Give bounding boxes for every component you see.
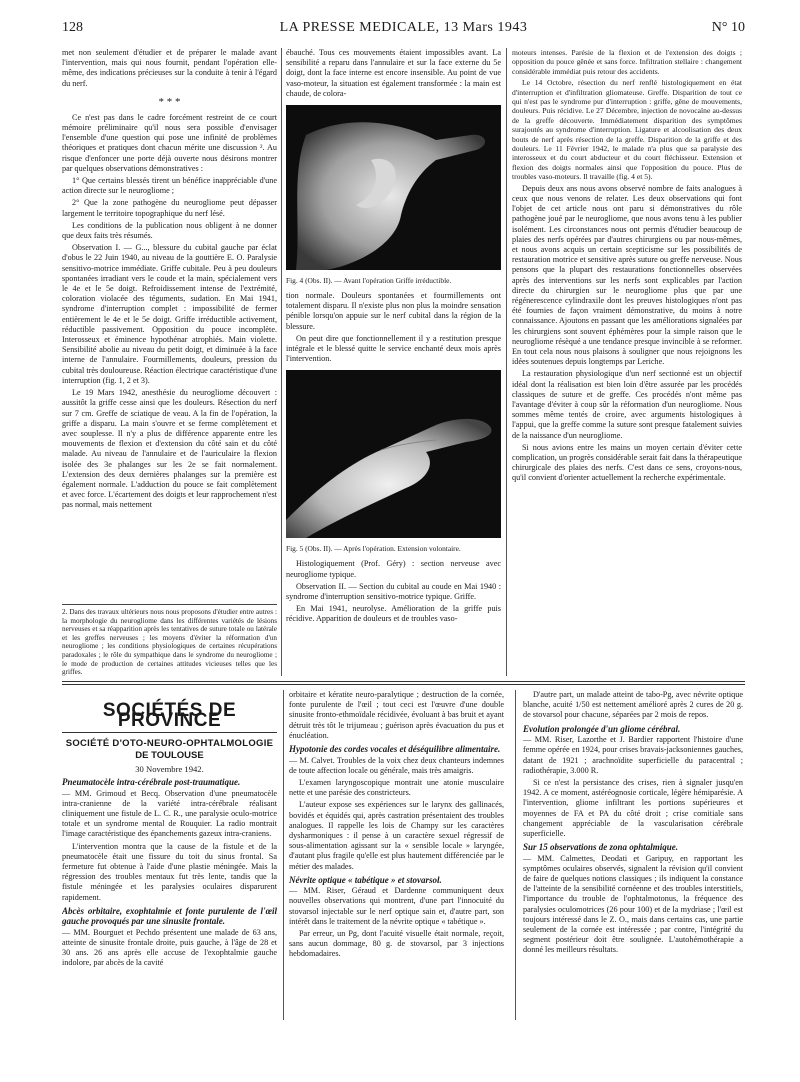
issue-number: N° 10: [711, 20, 745, 35]
societies-column-1: [62, 690, 277, 1020]
paragraph: La restauration physiologique d'un nerf sectionné est un objectif idéal dont la réalisation est bien loin d'être assurée par les procédés classiques de suture et de greffe. Ces procédés n'ont même pas l'avantage d'éviter à coup sûr la réformation d'un neurogliome. Nous sommes même tentés de croire, avec arguments histologiques à l'appui, que la greffe comme la suture sont presque fatalement suivies de la naissance d'un neurogliome.: [512, 369, 742, 440]
article-column-2: [286, 48, 501, 688]
paragraph: — M. Calvet. Troubles de la voix chez deux chanteurs indemnes de toute affection locale ou générale, mais très amaigris.: [289, 755, 504, 775]
societies-column-3: [523, 690, 743, 1020]
society-name: SOCIÉTÉ D'OTO-NEURO-OPHTALMOLOGIE: [65, 738, 274, 750]
paragraph: — MM. Calmettes, Deodati et Garipuy, en rapportant les symptômes oculaires observés, signalent la révision qu'il convient de faire de quelques notions classiques ; ils indiquent la constance de l'atteinte de la sensibilité cornéenne et des troubles interstitiels, l'importance du trouble de l'ophtalmotonus, la fréquence des paralysies oculomotrices (26 pour 100) et de la mydriase ; l'œil est toujours intéressé dans le Z. O., mais dans certains cas, une partie seulement de la cornée est intéressée ; par contre, l'intégrité du segment postérieur doit être soulignée. L'autohémothérapie a donné les meilleurs résultats.: [523, 853, 743, 955]
paragraph: tion normale. Douleurs spontanées et fourmillements ont totalement disparu. Il n'existe plus non plus la moindre sensation pénible lorsqu'on appuie sur le nerf cubital dans la région de la blessure.: [286, 291, 501, 331]
paragraph: — MM. Riser, Géraud et Dardenne communiquent deux nouvelles observations qui montrent, d'une part l'innocuité du stovarsol injectable sur le nerf optique sain et, d'autre part, son intérêt dans le traitement de la névrite optique « tabétique ».: [289, 886, 504, 926]
observation-1: Observation I. — G..., blessure du cubital gauche par éclat d'obus le 22 Juin 1940, au niveau de la gouttière E. O. Paralysie sensitivo-motrice immédiate. Griffe cubitale. Peu à peu douleurs spontanées irradiant vers le coude et la main, spécialement vers le 4e et le 5e doigt. Refroidissement intense de l'extrémité, coloration violacée des téguments, sudation. En Mai 1941, syndrome d'interruption complet : impossibilité de fermer entièrement le 4e et le 5e doigt. Griffe irréductible activement, réductible passivement. Opposition du pouce incomplète. Interosseux et éminence hypothénar atrophiés. Main violette. Sensibilité abolie au niveau du petit doigt, et diminuée à la face interne de l'annulaire. Fourmillements, douleurs, pression du cubital très douloureuse. Réaction électrique caractéristique d'une interruption (fig. 1, 2 et 3).: [62, 243, 277, 385]
paragraph: Depuis deux ans nous avons observé nombre de faits analogues à ceux que nous venons de relater. Les deux observations qui font l'objet de cet article nous ont paru si démonstratives du rôle pathogène joué par le neurogliome, que nous avons tenu à les publier isolément. Les circonstances nous ont permis d'étudier beaucoup de plaies des nerfs opérées par d'autres chirurgiens ou par nous-mêmes, et nous avons acquis un certain scepticisme sur les possibilités de restauration motrice et sensitive après suture ou greffe nerveuse. Nous pensons que la plupart des restaurations fonctionnelles observées après des interventions sur les nerfs sont explicables par l'action directe du chirurgien sur le neurogliome plus que par une régénerescence cylindraxile dont les preuves histologiques n'ont pas été fournies de façon vraiment démonstrative, du moins à notre connaissance. Ajoutons en passant que les améliorations signalées par les chirurgiens sont souvent éphémères pour la simple raison que le neurogliome résèqué a une tendance presque invincible à se reformer. En tout cela nous nous plaisons à souligner que nous rejoignons les idées soutenues depuis longtemps par Leriche.: [512, 183, 742, 367]
section-separator: * * *: [158, 95, 181, 108]
paragraph: Si ce n'est la persistance des crises, rien à signaler jusqu'en 1942. A ce moment, astéréognosie corticale, légère hémiparésie. A l'intervention, gliome infiltrant les portions supérieures et moyennes de FA et PA du côté droit ; crise comitiale sans changement appréciable de la vascularisation cérébrale superficielle.: [523, 777, 743, 838]
paragraph: D'autre part, un malade atteint de tabo-Pg, avec névrite optique blanche, acuité 1/50 est nettement amélioré après 2 cures de 20 g. de stovarsol pour chacune, séparées par 2 mois de repos.: [523, 690, 743, 720]
communication-title: Hypotonie des cordes vocales et déséquilibre alimentaire.: [289, 744, 501, 755]
paragraph: 1° Que certains blessés tirent un bénéfice inappréciable d'une action directe sur le neurogliome ;: [62, 176, 277, 196]
column-divider: [515, 690, 516, 1020]
communication-title: Sur 15 observations de zona ophtalmique.: [523, 842, 679, 853]
paragraph: — MM. Bourguet et Pechdo présentent une malade de 63 ans, atteinte de sinusite frontale droite, puis gauche, à l'âge de 28 et 30 ans. 26 ans après elle accuse de l'exophtalmie gauche indolore, par abcès de la cavité: [62, 927, 277, 968]
hand-photo-before: [286, 105, 501, 270]
societies-column-2: [289, 690, 504, 1020]
hand-photo-after: [286, 370, 501, 538]
communication-title: Evolution prolongée d'un gliome cérébral.: [523, 723, 681, 734]
observation-2: Observation II. — Section du cubital au coude en Mai 1940 : syndrome d'interruption sensitivo-motrice typique. Griffe.: [286, 581, 501, 602]
paragraph: — MM. Grimoud et Becq. Observation d'une pneumatocèle intra-cranienne de la variété intra-cérébrale réalisant cliniquement une fistule de L. C. R., une paralysie oculo-motrice totale et un syndrome mental de Rouquier. La radio montrait l'image caractéristique des épanchements gazeux intra-craniens.: [62, 788, 277, 839]
paragraph: Si nous avions entre les mains un moyen certain d'éviter cette complication, un progrès considérable serait fait dans la thérapeutique chirurgicale des plaies des nerfs. C'est dans ce sens, croyons-nous, qu'il convient d'orienter actuellement la recherche expérimentale.: [512, 442, 742, 483]
footnote-block: [62, 600, 277, 676]
footnote: 2. Dans des travaux ultérieurs nous nous proposons d'étudier entre autres : la morphologie du neurogliome dans les différentes variétés de lésions nerveuses et sa réapparition après les tentatives de suture totale ou latérale et les greffes nerveuses ; les moyens d'éviter la réformation d'un neurogliome ; les conditions physiologiques de certaines récupérations paradoxales ; le rôle du sympathique dans le syndrome du neurogliome ; le mode de production de certaines attitudes vicieuses telles que les griffes.: [62, 604, 277, 676]
paragraph: En Mai 1941, neurolyse. Amélioration de la griffe puis récidive. Apparition de douleurs et de troubles vaso-: [286, 604, 501, 624]
paragraph: ébauché. Tous ces mouvements étaient impossibles avant. La sensibilité a reparu dans l'annulaire et sur la face externe du 5e doigt, dont la face interne est encore insensible. Au point de vue vaso-moteur, la situation est également transformée : la main est chaude, de colora-: [286, 48, 501, 98]
section-rule: [62, 684, 745, 685]
paragraph: L'auteur expose ses expériences sur le larynx des gallinacés, bovidés et équidés qui, après castration présentaient des troubles analogues. Il rappelle les lois de Champy sur les caractères dysharmoniques : il pense à un caractère sexuel régressif de sous-alimentation agissant sur la « sensible locale » laryngée, d'autant plus fragile qu'elle est plus hautement différenciée par le métier des malades.: [289, 800, 504, 871]
figure-5-photo: [286, 370, 501, 538]
paragraph: Histologiquement (Prof. Géry) : section nerveuse avec neurogliome typique.: [286, 559, 501, 579]
section-title: SOCIÉTÉS DE PROVINCE: [62, 706, 277, 733]
society-city: DE TOULOUSE: [135, 749, 204, 761]
paragraph: L'intervention montra que la cause de la fistule et de la pneumatocèle était une fissure du toit du sinus frontal. Sa fermeture fut obtenue à l'aide d'une plastie méningée. Mais la régression des troubles mentaux fut très lente, tandis que la fistule méningée et les paralysies oculaires disparurent rapidement.: [62, 841, 277, 902]
column-divider: [506, 48, 507, 676]
figure-5-caption: Fig. 5 (Obs. II). — Après l'opération. Extension volontaire.: [286, 544, 461, 554]
communication-title: Abcès orbitaire, exophtalmie et fonte purulente de l'œil gauche provoqués par une sinusite frontale.: [62, 905, 277, 927]
paragraph: Le 14 Octobre, résection du nerf renflé histologiquement en état d'interruption et d'infiltration gliomateuse. Greffe. Disparition de tout ce qui n'est pas le syndrome pur d'interruption : griffe, gêne de mouvements, douleurs. Puis récidive. Le 27 Décembre, injection de novocaïne au-dessus de la greffe découverte. Immédiatement disparition des symptômes surajoutés au syndrome d'interruption. Ligature et alcoolisation des deux bouts de nerf après résection de la greffe. Disparition de la griffe et des douleurs. Le 11 Février 1942, le malade n'a plus que sa paralysie des interosseux et du court abducteur et du court fléchisseur. Extension et flexion des doigts normales ainsi que l'opposition du pouce. Plus de troubles vaso-moteurs. Il travaille (fig. 4 et 5).: [512, 78, 742, 182]
section-rule: [62, 681, 745, 682]
paragraph: Ce n'est pas dans le cadre forcément restreint de ce court mémoire préliminaire qu'il nous sera possible d'envisager l'ensemble d'une question qui pose une infinité de problèmes théoriques et pratiques dont chacun mérite une discussion ². Au risque d'enfoncer une porte déjà ouverte nous désirons montrer par quelques observations démonstratives :: [62, 112, 277, 173]
figure-4-photo: [286, 105, 501, 270]
paragraph: met non seulement d'étudier et de préparer le malade avant l'intervention, mais qui nous fournit, pendant l'opération elle-même, des indications précieuses sur la conduite à tenir à l'égard du nerf.: [62, 48, 277, 88]
communication-title: Pneumatocèle intra-cérébrale post-traumatique.: [62, 777, 241, 788]
meeting-date: 30 Novembre 1942.: [135, 763, 204, 774]
article-column-3: [512, 48, 742, 688]
article-column-1: [62, 48, 277, 596]
figure-4-caption: Fig. 4 (Obs. II). — Avant l'opération Griffe irréductible.: [286, 276, 452, 286]
paragraph: Par erreur, un Pg, dont l'acuité visuelle était normale, reçoit, sans aucun dommage, 80 g. de stovarsol, par 3 injections hebdomadaires.: [289, 929, 504, 959]
journal-title: LA PRESSE MEDICALE, 13 Mars 1943: [279, 20, 528, 35]
column-divider: [283, 690, 284, 1020]
paragraph: Les conditions de la publication nous obligent à ne donner que deux faits très résumés.: [62, 220, 277, 241]
paragraph: — MM. Riser, Lazorthe et J. Bardier rapportent l'histoire d'une femme opérée en 1924, pour crises bravais-jacksoniennes gauches, datant de 1921 ; arachnoïdite superficielle du paracentral ; radiothérapie, 3.000 R.: [523, 735, 743, 775]
column-divider: [281, 48, 282, 676]
paragraph: Le 19 Mars 1942, anesthésie du neurogliome découvert : aussitôt la griffe cesse ainsi que les douleurs. Résection du nerf sur 7 cm. Greffe de sciatique de veau. A la fin de l'opération, la griffe a disparu. La main s'ouvre et se ferme complètement et avec souplesse. Il n'y a plus de différence apparente entre les mouvements de flexion et d'extension du côté sain et du côté malade. Au niveau de l'annulaire et de l'auriculaire la flexion isolée des 3e phalanges sur les 2e se fait normalement. L'extension des deux dernières phalanges sur la première est également normale. L'adduction du pouce se fait complètement et avec force. L'écartement des doigts et leur rapprochement n'est pas normal, mais nettement: [62, 388, 277, 510]
page-header: [62, 20, 745, 42]
paragraph: moteurs intenses. Parésie de la flexion et de l'extension des doigts ; opposition du pouce gênée et sans force. Infiltration stellaire : changement considérable immédiat puis retour des accidents.: [512, 48, 742, 76]
paragraph: On peut dire que fonctionnellement il y a restitution presque intégrale et le blessé quitte le service enchanté deux mois après l'intervention.: [286, 333, 501, 364]
communication-title: Névrite optique « tabétique » et stovarsol.: [289, 874, 442, 885]
page-number: 128: [62, 20, 83, 35]
paragraph: 2° Que la zone pathogène du neurogliome peut dépasser largement le territoire topographique du nerf lésé.: [62, 198, 277, 218]
paragraph: L'examen laryngoscopique montrait une atonie musculaire nette et une parésie des constricteurs.: [289, 777, 504, 798]
paragraph: orbitaire et kératite neuro-paralytique ; destruction de la cornée, fonte purulente de l'œil ; tout ceci est l'œuvre d'une double sinusite fronto-ethmoïdale récidivée, évoluant à bas bruit et ayant détruit très tôt le trijumeau ; guérison après évacuation du pus et énucléation.: [289, 690, 504, 740]
